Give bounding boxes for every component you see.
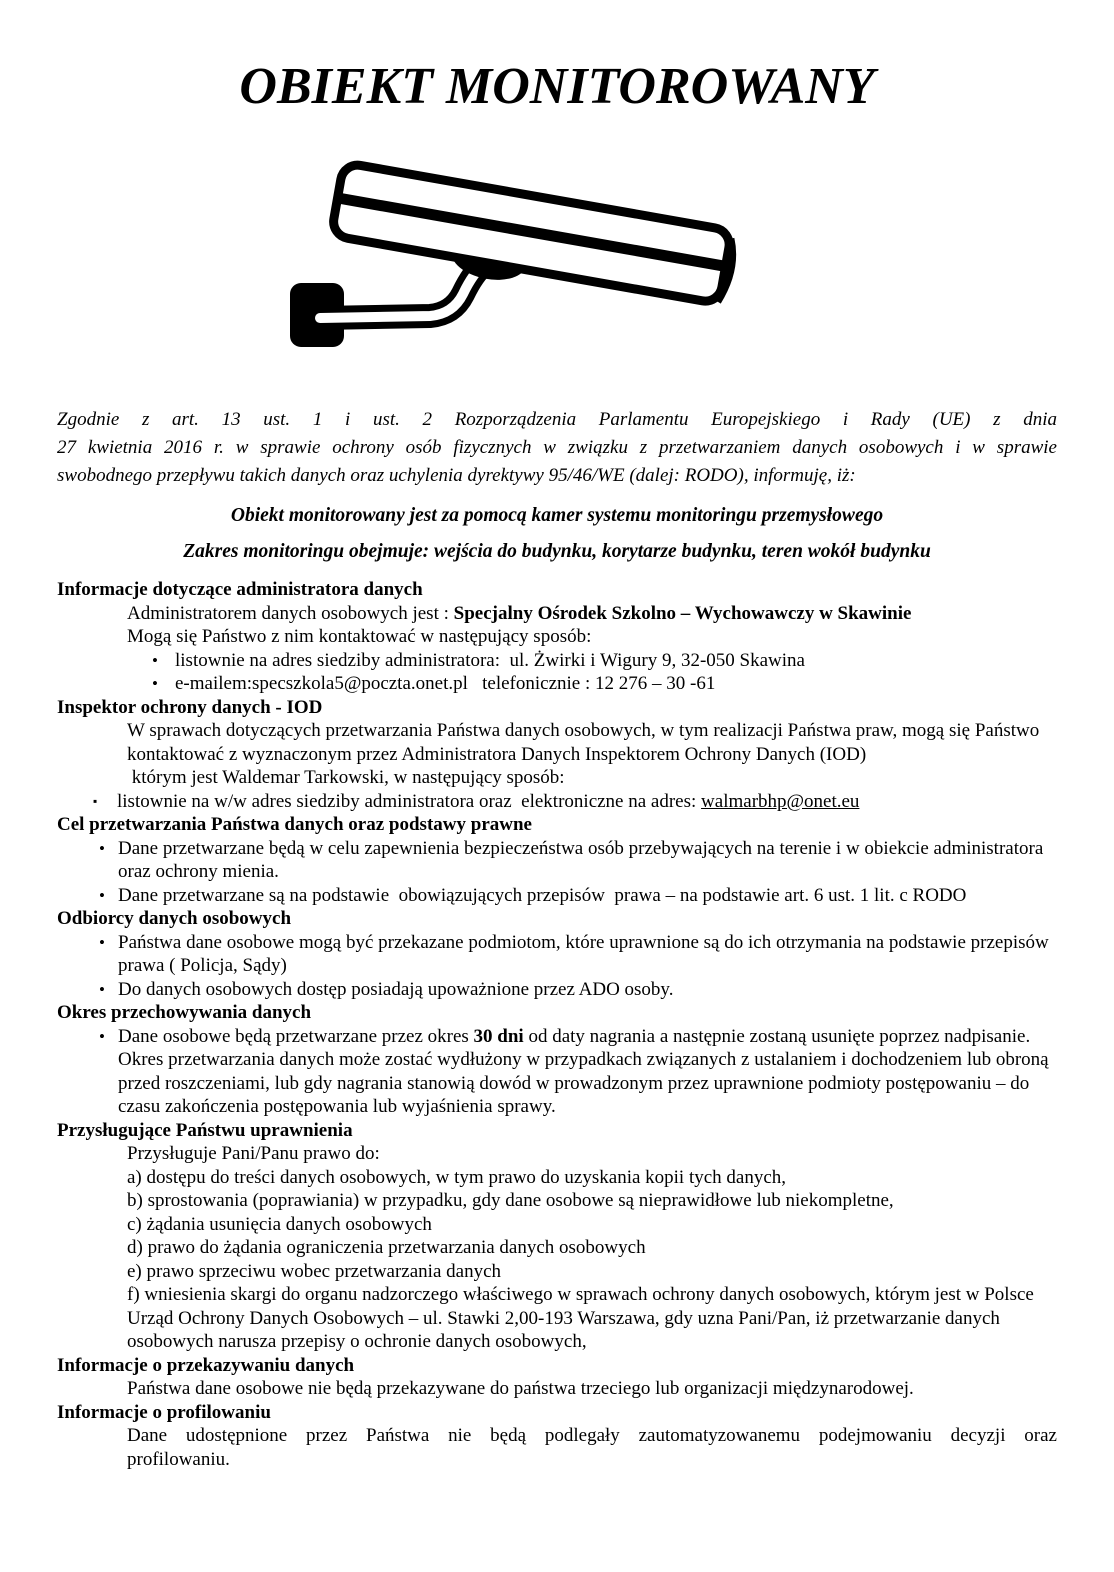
rights-item: b) sprostowania (poprawiania) w przypadku, gdy dane osobowe są nieprawidłowe lub niekompletne,: [127, 1190, 894, 1211]
bullet-icon: •: [99, 838, 105, 858]
monitored-statement: Obiekt monitorowany jest za pomocą kamer systemu monitoringu przemysłowego: [230, 505, 884, 526]
iod-email-link[interactable]: walmarbhp@onet.eu: [701, 790, 860, 812]
list-item: [99, 978, 1057, 1002]
cctv-camera-icon: [282, 146, 832, 376]
list-item: [99, 884, 1057, 908]
administrator-name-bold: Specjalny Ośrodek Szkolno – Wychowawczy w Skawinie: [453, 602, 912, 624]
section-purpose: [57, 813, 1057, 907]
section-iod: [57, 696, 1057, 814]
section-heading: Informacje dotyczące administratora danych: [57, 579, 423, 600]
list-item-text: Dane przetwarzane będą w celu zapewnienia bezpieczeństwa osób przebywających na terenie i w obiekcie administratora oraz ochrony mienia.: [118, 837, 1049, 882]
cctv-camera-image: [57, 146, 1057, 376]
profiling-paragraph: [127, 1424, 1057, 1471]
scope-statement: Zakres monitoringu obejmuje: wejścia do budynku, korytarze budynku, teren wokół budynku: [183, 541, 931, 562]
sections: [57, 578, 1057, 1471]
recipients-list: [57, 931, 1057, 1002]
camera-housing: [331, 162, 737, 304]
rights-item: e) prawo sprzeciwu wobec przetwarzania danych: [127, 1260, 501, 1282]
list-item-text: Do danych osobowych dostęp posiadają upoważnione przez ADO osoby.: [118, 978, 674, 1000]
contact-list: [57, 649, 1057, 696]
bullet-icon: •: [152, 674, 158, 693]
bullet-icon: •: [99, 1026, 105, 1046]
purpose-list: [57, 837, 1057, 908]
iod-contact-text: listownie na w/w adres siedziby administratora oraz elektroniczne na adres:: [117, 790, 702, 812]
rights-item: f) wniesienia skargi do organu nadzorczego właściwego w sprawach ochrony danych osobowych, którym jest w Polsce Urząd Ochrony Danych Osobowych – ul. Stawki 2,00-193 Warszawa, gdy uzna Pani/Pan, iż przetwarzanie danych osobowych narusza przepisy o ochronie danych osobowych,: [127, 1284, 1039, 1352]
list-item-text: Państwa dane osobowe mogą być przekazane podmiotom, które uprawnione są do ich otrzymania na podstawie przepisów prawa ( Policja, Sądy): [118, 931, 1054, 976]
rights-item: a) dostępu do treści danych osobowych, w tym prawo do uzyskania kopii tych danych,: [127, 1166, 787, 1188]
list-item: [152, 672, 1057, 696]
list-item-text: listownie na adres siedziby administratora: ul. Żwirki i Wigury 9, 32-050 Skawina: [175, 649, 805, 671]
section-heading: Odbiorcy danych osobowych: [57, 908, 292, 929]
bullet-icon: •: [152, 650, 158, 670]
intro-line: Zgodnie z art. 13 ust. 1 i ust. 2 Rozporządzenia Parlamentu Europejskiego i Rady (UE) z dnia: [57, 409, 1057, 430]
contact-paragraph: Mogą się Państwo z nim kontaktować w następujący sposób:: [127, 626, 592, 647]
section-heading: Inspektor ochrony danych - IOD: [57, 696, 323, 718]
list-item: [99, 1025, 1057, 1119]
section-heading: Informacje o przekazywaniu danych: [57, 1354, 355, 1376]
section-administrator: [57, 578, 1057, 696]
section-profiling: [57, 1401, 1057, 1472]
page-title: OBIEKT MONITOROWANY: [239, 58, 875, 115]
iod-paragraph: W sprawach dotyczących przetwarzania Państwa danych osobowych, w tym realizacji Państwa praw, mogą się Państwo kontaktować z wyznaczonym przez Administratora Danych Inspektorem Ochrony Danych (IOD): [127, 720, 1044, 765]
list-item-text: [118, 1025, 1057, 1119]
profiling-line: Dane udostępnione przez Państwa nie będą podlegały zautomatyzowanemu podejmowaniu decyzji oraz: [127, 1425, 1057, 1446]
bullet-icon: •: [99, 979, 105, 999]
profiling-line: profilowaniu.: [127, 1448, 230, 1470]
bullet-icon: •: [99, 932, 105, 952]
administrator-paragraph: [127, 602, 1057, 626]
retention-list: [57, 1025, 1057, 1119]
list-item-text: Dane przetwarzane są na podstawie obowiązujących przepisów prawa – na podstawie art. 6 ust. 1 lit. c RODO: [118, 884, 967, 906]
transfer-paragraph: Państwa dane osobowe nie będą przekazywane do państwa trzeciego lub organizacji międzynarodowej.: [127, 1378, 914, 1399]
iod-contact-list: [57, 790, 1057, 814]
intro-line: swobodnego przepływu takich danych oraz uchylenia dyrektywy 95/46/WE (dalej: RODO), informuję, iż:: [57, 465, 856, 486]
retention-text: Dane osobowe będą przetwarzane przez okres: [118, 1025, 474, 1047]
iod-paragraph-continued: którym jest Waldemar Tarkowski, w następujący sposób:: [127, 767, 565, 788]
intro-line: 27 kwietnia 2016 r. w sprawie ochrony osób fizycznych w związku z przetwarzaniem danych osobowych i w sprawie: [57, 437, 1057, 458]
section-retention: [57, 1001, 1057, 1119]
legal-intro-paragraph: [57, 406, 1057, 490]
list-item: [152, 649, 1057, 673]
retention-days-bold: 30 dni: [473, 1025, 524, 1047]
rights-intro: Przysługuje Pani/Panu prawo do:: [127, 1143, 380, 1164]
section-heading: Przysługujące Państwu uprawnienia: [57, 1119, 353, 1141]
retention-text: od daty nagrania a następnie zostaną usunięte poprzez nadpisanie. Okres przetwarzania danych może zostać wydłużony w przypadkach związanych z ustalaniem i dochodzeniem lub obroną przed roszczeniami, lub gdy nagrania stanowią dowód w prowadzonym przez uprawnione podmioty postępowaniu – do czasu zakończenia postępowania lub wyjaśnienia sprawy.: [118, 1025, 1054, 1117]
list-item-text: e-mailem:specszkola5@poczta.onet.pl telefonicznie : 12 276 – 30 -61: [175, 673, 716, 694]
list-item: [93, 790, 1057, 814]
section-heading: Cel przetwarzania Państwa danych oraz podstawy prawne: [57, 814, 532, 835]
section-heading: Okres przechowywania danych: [57, 1002, 312, 1023]
rights-item: c) żądania usunięcia danych osobowych: [127, 1213, 432, 1235]
list-item: [99, 837, 1057, 884]
rights-item: d) prawo do żądania ograniczenia przetwarzania danych osobowych: [127, 1237, 646, 1258]
list-item: [99, 931, 1057, 978]
section-recipients: [57, 907, 1057, 1001]
section-heading: Informacje o profilowaniu: [57, 1401, 271, 1423]
section-rights: [57, 1119, 1057, 1354]
bullet-icon: •: [99, 885, 105, 905]
section-transfer: [57, 1354, 1057, 1401]
square-bullet-icon: ▪: [93, 793, 98, 808]
list-item-text: [117, 790, 1057, 814]
administrator-text: Administratorem danych osobowych jest :: [127, 602, 454, 624]
